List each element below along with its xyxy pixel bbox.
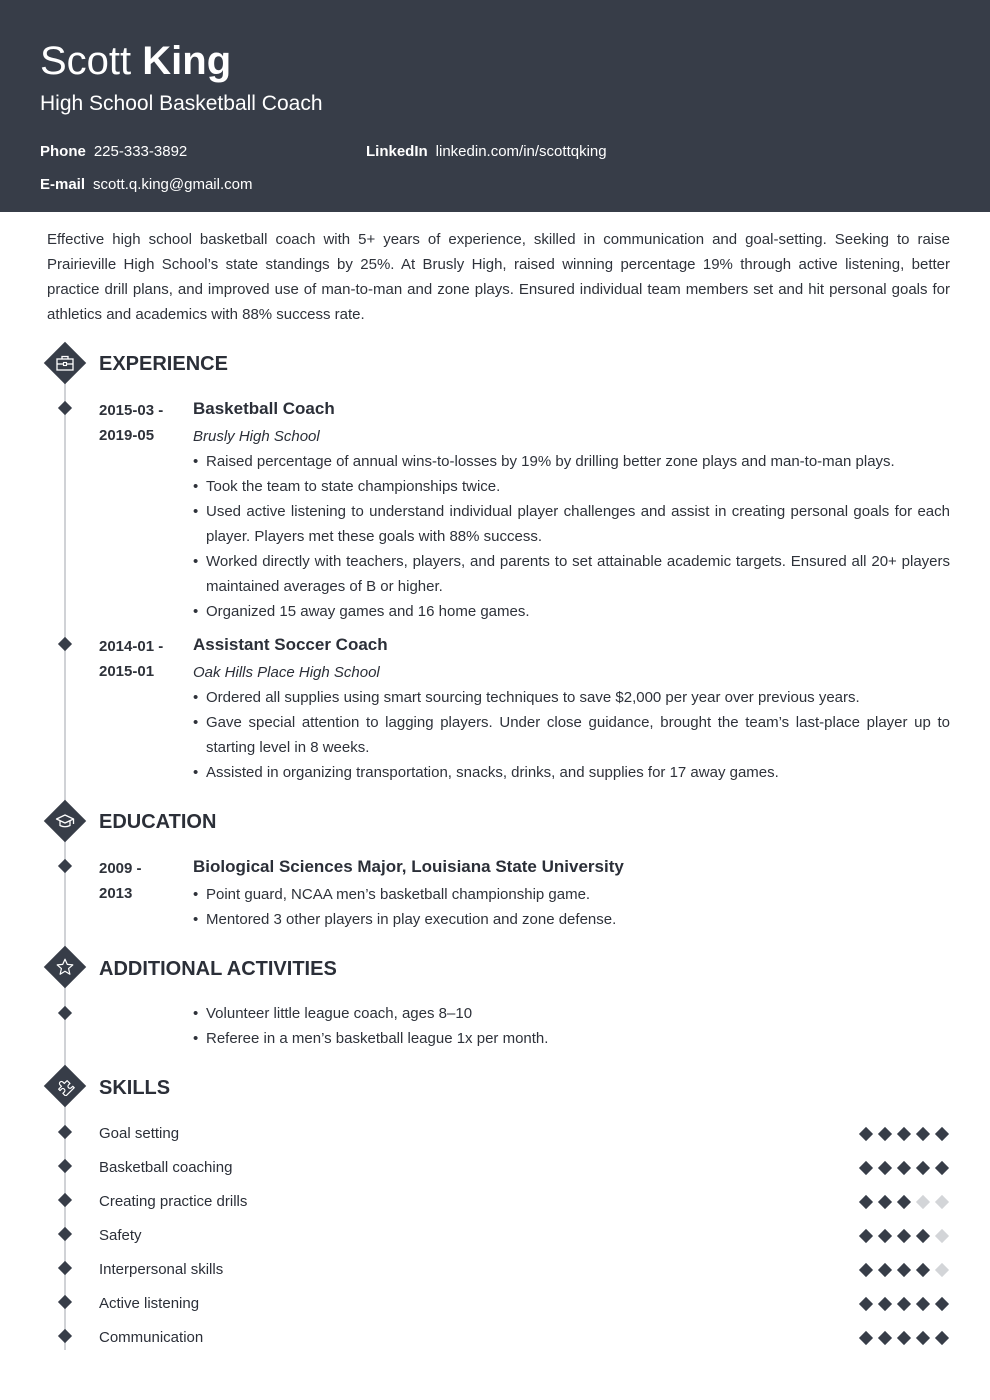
rating-diamond-filled — [916, 1297, 930, 1311]
education-section-icon — [44, 800, 86, 842]
briefcase-icon — [55, 353, 75, 373]
date-start: 2009 - — [99, 860, 142, 877]
rating-diamond-filled — [916, 1263, 930, 1277]
rating-diamond-filled — [859, 1229, 873, 1243]
timeline-marker — [58, 1227, 72, 1241]
timeline-marker — [58, 1193, 72, 1207]
rating-diamond-filled — [859, 1263, 873, 1277]
rating-diamond-filled — [878, 1161, 892, 1175]
date-start: 2014-01 - — [99, 638, 164, 655]
rating-diamond-filled — [935, 1331, 949, 1345]
rating-diamond-filled — [935, 1127, 949, 1141]
skill-rating — [858, 1161, 950, 1175]
job-headline: High School Basketball Coach — [40, 92, 323, 115]
timeline-marker — [58, 1295, 72, 1309]
skill-rating — [858, 1127, 950, 1141]
rating-diamond-empty — [935, 1229, 949, 1243]
date-end: 2019-05 — [99, 427, 155, 444]
timeline-marker — [58, 1006, 72, 1020]
rating-diamond-filled — [878, 1229, 892, 1243]
graduation-cap-icon — [55, 811, 75, 831]
timeline-marker — [58, 401, 72, 415]
list-item: • Assisted in organizing transportation, snacks, drinks, and supplies for 17 away games. — [193, 760, 950, 785]
contact-email — [40, 176, 252, 194]
degree-title: Biological Sciences Major, Louisiana State University — [193, 857, 624, 876]
employer: Brusly High School — [193, 428, 320, 445]
rating-diamond-filled — [897, 1195, 911, 1209]
job-title: Basketball Coach — [193, 399, 335, 418]
phone-label: Phone — [40, 143, 86, 160]
list-item: • Organized 15 away games and 16 home games. — [193, 599, 950, 624]
contact-phone — [40, 143, 187, 161]
linkedin-value[interactable]: linkedin.com/in/scottqking — [435, 143, 607, 160]
education-bullets — [193, 882, 950, 932]
rating-diamond-filled — [916, 1161, 930, 1175]
rating-diamond-filled — [878, 1127, 892, 1141]
email-label: E-mail — [40, 176, 86, 193]
rating-diamond-filled — [897, 1229, 911, 1243]
skill-rating — [858, 1229, 950, 1243]
rating-diamond-filled — [878, 1263, 892, 1277]
rating-diamond-empty — [935, 1195, 949, 1209]
skill-rating — [858, 1263, 950, 1277]
rating-diamond-filled — [916, 1229, 930, 1243]
rating-diamond-filled — [859, 1297, 873, 1311]
rating-diamond-filled — [897, 1331, 911, 1345]
skill-name: Basketball coaching — [99, 1159, 233, 1176]
linkedin-label: LinkedIn — [366, 143, 428, 160]
resume-header — [0, 0, 990, 212]
phone-value: 225-333-3892 — [93, 143, 188, 160]
date-start: 2015-03 - — [99, 402, 164, 419]
rating-diamond-filled — [935, 1297, 949, 1311]
list-item: • Raised percentage of annual wins-to-losses by 19% by drilling better zone plays and man-to-man plays. — [193, 449, 950, 474]
education-heading: EDUCATION — [99, 811, 217, 833]
last-name: King — [142, 39, 232, 83]
list-item: • Used active listening to understand individual player challenges and assist in creating personal goals for each player. Players met these goals with 88% success. — [193, 499, 950, 549]
list-item: • Worked directly with teachers, players, and parents to set attainable academic targets. Ensured all 20+ players maintained averages of B or higher. — [193, 549, 950, 599]
list-item: • Mentored 3 other players in play execution and zone defense. — [193, 907, 950, 932]
skill-name: Interpersonal skills — [99, 1261, 224, 1278]
rating-diamond-filled — [916, 1127, 930, 1141]
job-bullets — [193, 449, 950, 624]
timeline-marker — [58, 1159, 72, 1173]
timeline-marker — [58, 637, 72, 651]
education-date-range — [99, 856, 189, 906]
rating-diamond-filled — [878, 1297, 892, 1311]
rating-diamond-empty — [916, 1195, 930, 1209]
rating-diamond-filled — [897, 1297, 911, 1311]
rating-diamond-empty — [935, 1263, 949, 1277]
job-date-range — [99, 398, 189, 448]
rating-diamond-filled — [935, 1161, 949, 1175]
skills-heading: SKILLS — [99, 1077, 171, 1099]
skill-name: Communication — [99, 1329, 204, 1346]
skill-rating — [858, 1297, 950, 1311]
timeline-marker — [58, 1329, 72, 1343]
email-value[interactable]: scott.q.king@gmail.com — [93, 176, 253, 193]
rating-diamond-filled — [859, 1161, 873, 1175]
skill-name: Active listening — [99, 1295, 200, 1312]
rating-diamond-filled — [897, 1263, 911, 1277]
candidate-name — [40, 38, 231, 84]
puzzle-icon — [55, 1076, 75, 1096]
skill-name: Goal setting — [99, 1125, 180, 1142]
list-item: • Ordered all supplies using smart sourcing techniques to save $2,000 per year over previous years. — [193, 685, 950, 710]
job-bullets — [193, 685, 950, 785]
activities-bullets — [193, 1001, 950, 1051]
skill-rating — [858, 1331, 950, 1345]
employer: Oak Hills Place High School — [193, 664, 380, 681]
date-end: 2013 — [99, 885, 133, 902]
activities-heading: ADDITIONAL ACTIVITIES — [99, 958, 337, 980]
rating-diamond-filled — [859, 1331, 873, 1345]
rating-diamond-filled — [897, 1161, 911, 1175]
contact-linkedin — [366, 143, 607, 161]
job-title: Assistant Soccer Coach — [193, 635, 388, 654]
experience-heading: EXPERIENCE — [99, 353, 228, 375]
skill-name: Creating practice drills — [99, 1193, 248, 1210]
rating-diamond-filled — [859, 1195, 873, 1209]
skills-section-icon — [44, 1065, 86, 1107]
date-end: 2015-01 — [99, 663, 155, 680]
skill-name: Safety — [99, 1227, 142, 1244]
star-icon — [55, 957, 75, 977]
timeline-marker — [58, 859, 72, 873]
professional-summary: Effective high school basketball coach with 5+ years of experience, skilled in communication and goal-setting. Seeking to raise Prairieville High School’s state standings by 25%. At Brusly High, raised winning percentage 19% through active listening, better practice drill plans, and improved use of man-to-man and zone plays. Ensured individual team members set and hit personal goals for athletics and academics with 88% success rate. — [47, 231, 950, 323]
activities-section-icon — [44, 946, 86, 988]
list-item: • Referee in a men’s basketball league 1x per month. — [193, 1026, 950, 1051]
rating-diamond-filled — [916, 1331, 930, 1345]
rating-diamond-filled — [878, 1331, 892, 1345]
list-item: • Gave special attention to lagging players. Under close guidance, brought the team’s last-place player up to starting level in 8 weeks. — [193, 710, 950, 760]
job-date-range — [99, 634, 189, 684]
skill-rating — [858, 1195, 950, 1209]
rating-diamond-filled — [859, 1127, 873, 1141]
rating-diamond-filled — [878, 1195, 892, 1209]
timeline-marker — [58, 1261, 72, 1275]
list-item: • Point guard, NCAA men’s basketball championship game. — [193, 882, 950, 907]
timeline-marker — [58, 1125, 72, 1139]
first-name: Scott — [40, 39, 132, 83]
list-item: • Took the team to state championships twice. — [193, 474, 950, 499]
rating-diamond-filled — [897, 1127, 911, 1141]
experience-section-icon — [44, 342, 86, 384]
list-item: • Volunteer little league coach, ages 8–10 — [193, 1001, 950, 1026]
